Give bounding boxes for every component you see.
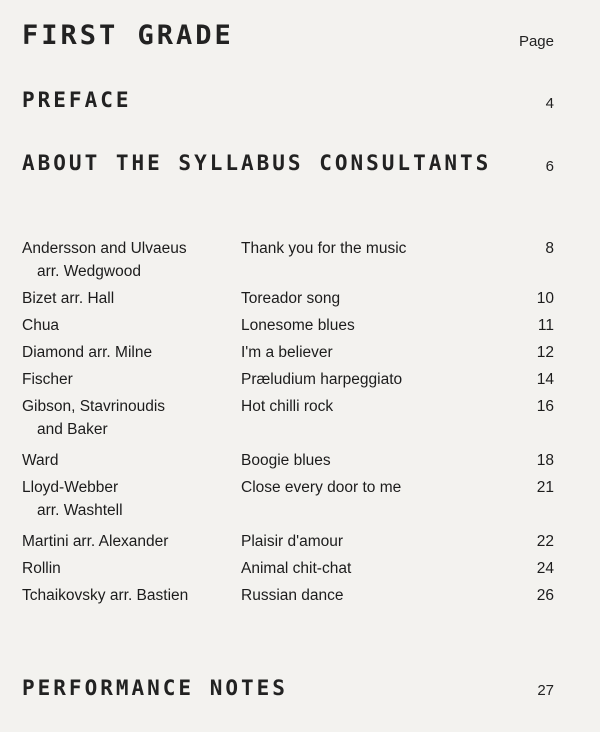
section-consultants-title: ABOUT THE SYLLABUS CONSULTANTS [22,151,492,175]
composer-line: Andersson and Ulvaeus [22,240,187,257]
composer-line-2: arr. Wedgwood [37,263,141,280]
section-preface-page: 4 [545,95,554,112]
composer [22,395,232,441]
piece-page: 10 [536,290,554,307]
composer: Fischer [22,371,73,388]
section-preface-title: PREFACE [22,88,132,112]
piece-page: 24 [536,560,554,577]
piece-title: I'm a believer [241,344,333,361]
piece-page: 12 [536,344,554,361]
composer: Diamond arr. Milne [22,344,153,361]
composer-line-2: and Baker [37,421,108,438]
piece-page: 21 [536,479,554,496]
piece-title: Toreador song [241,290,341,307]
composer: Rollin [22,560,61,577]
piece-page: 18 [536,452,554,469]
piece-page: 14 [536,371,554,388]
piece-title: Lonesome blues [241,317,355,334]
piece-title: Boogie blues [241,452,331,469]
composer-line-2: arr. Washtell [37,502,123,519]
composer: Chua [22,317,60,334]
piece-title: Close every door to me [241,479,402,496]
piece-title: Animal chit-chat [241,560,352,577]
composer: Bizet arr. Hall [22,290,115,307]
grade-title: FIRST GRADE [22,20,234,51]
section-performance-notes-page: 27 [537,682,554,699]
page-column-label: Page [518,33,554,50]
piece-page: 22 [536,533,554,550]
composer-line: Lloyd-Webber [22,479,119,496]
composer: Tchaikovsky arr. Bastien [22,587,189,604]
composer [22,237,232,283]
composer-line: Gibson, Stavrinoudis [22,398,166,415]
composer: Ward [22,452,59,469]
piece-title: Thank you for the music [241,240,407,257]
composer [22,476,232,522]
piece-page: 16 [536,398,554,415]
piece-page: 26 [536,587,554,604]
piece-page: 11 [537,317,554,334]
section-consultants-page: 6 [545,158,554,175]
piece-title: Præludium harpeggiato [241,371,403,388]
section-performance-notes-title: PERFORMANCE NOTES [22,676,288,700]
composer: Martini arr. Alexander [22,533,169,550]
piece-title: Russian dance [241,587,344,604]
piece-title: Plaisir d'amour [241,533,344,550]
piece-title: Hot chilli rock [241,398,334,415]
piece-page: 8 [545,240,554,257]
